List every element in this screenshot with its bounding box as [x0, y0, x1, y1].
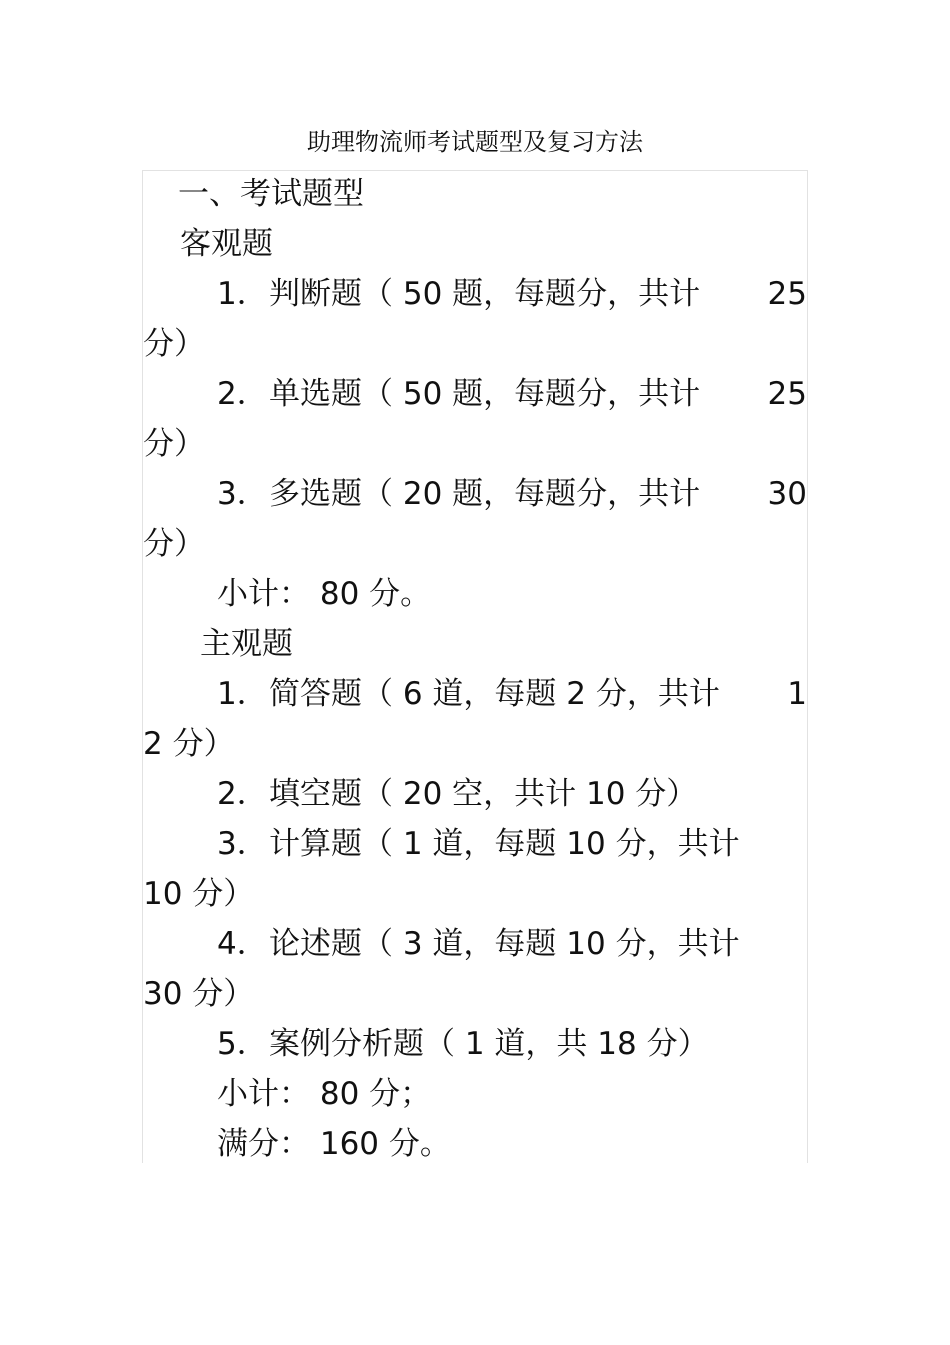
item-text: 判断题（ 50 题，每题分，共计 — [269, 276, 701, 312]
subjective-item-4-cont: 30 分） — [143, 976, 255, 1012]
objective-heading: 客观题 — [180, 226, 273, 262]
subjective-item-1 — [217, 672, 807, 716]
item-tail: 1 — [787, 676, 807, 712]
item-tail: 25 — [767, 376, 807, 412]
subjective-item-5 — [217, 1022, 807, 1066]
subjective-item-1-cont: 2 分） — [143, 726, 235, 762]
subjective-item-3-cont: 10 分） — [143, 876, 255, 912]
subjective-item-4 — [217, 922, 807, 966]
item-number: 2． — [217, 776, 268, 812]
full-score: 满分： 160 分。 — [217, 1126, 451, 1162]
item-tail: 25 — [767, 276, 807, 312]
subjective-item-2 — [217, 772, 807, 816]
subjective-item-3 — [217, 822, 807, 866]
objective-item-2 — [217, 372, 807, 416]
item-text: 填空题（ 20 空，共计 10 分） — [269, 776, 698, 812]
subjective-subtotal: 小计： 80 分； — [217, 1076, 432, 1112]
subjective-heading: 主观题 — [200, 626, 293, 662]
item-text: 论述题（ 3 道，每题 10 分，共计 — [269, 926, 740, 962]
item-text: 案例分析题（ 1 道，共 18 分） — [269, 1026, 709, 1062]
objective-subtotal: 小计： 80 分。 — [217, 576, 432, 612]
item-number: 3． — [217, 826, 268, 862]
document-title: 助理物流师考试题型及复习方法 — [307, 128, 643, 156]
item-text: 多选题（ 20 题，每题分，共计 — [269, 476, 701, 512]
item-number: 5． — [217, 1026, 268, 1062]
item-text: 单选题（ 50 题，每题分，共计 — [269, 376, 701, 412]
item-text: 简答题（ 6 道，每题 2 分，共计 — [269, 676, 720, 712]
objective-item-2-cont: 分） — [143, 426, 205, 462]
item-number: 1． — [217, 276, 268, 312]
item-number: 3． — [217, 476, 268, 512]
objective-item-3-cont: 分） — [143, 526, 205, 562]
item-number: 2． — [217, 376, 268, 412]
item-number: 4． — [217, 926, 268, 962]
objective-item-3 — [217, 472, 807, 516]
item-text: 计算题（ 1 道，每题 10 分，共计 — [269, 826, 740, 862]
item-number: 1． — [217, 676, 268, 712]
item-tail: 30 — [767, 476, 807, 512]
objective-item-1-cont: 分） — [143, 326, 205, 362]
section-heading: 一、考试题型 — [178, 176, 364, 212]
objective-item-1 — [217, 272, 807, 316]
